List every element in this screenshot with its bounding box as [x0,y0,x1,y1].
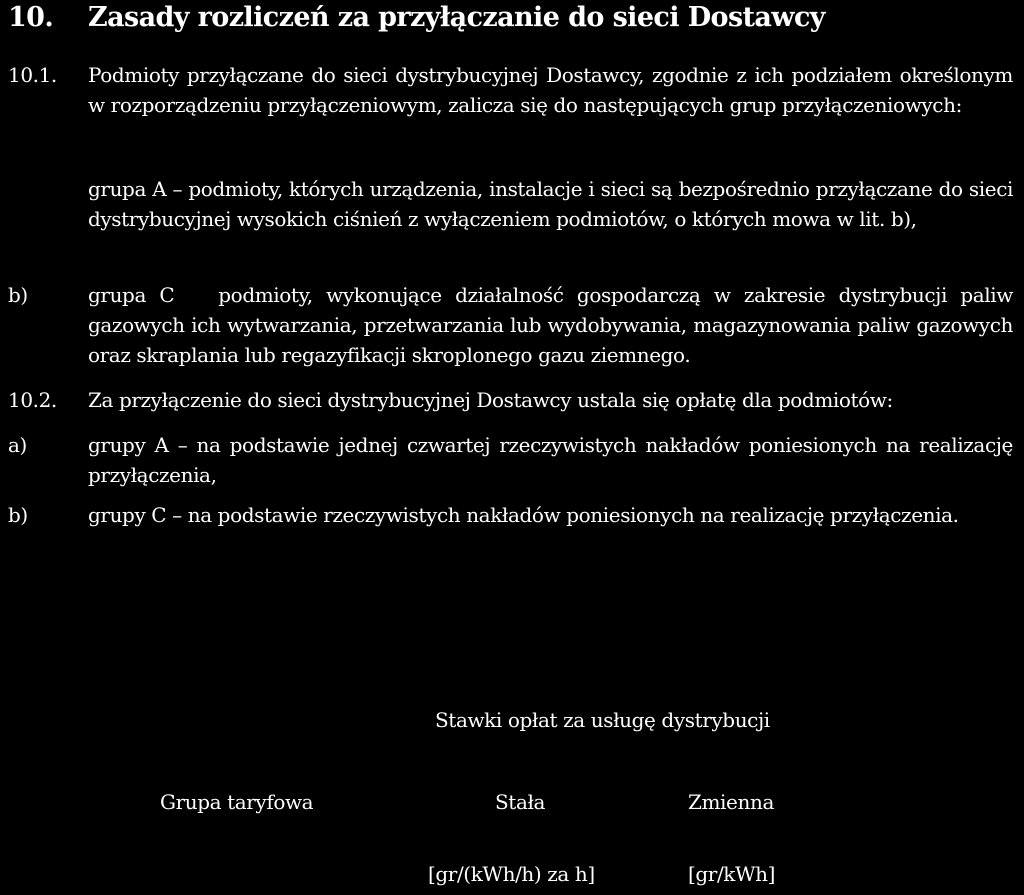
paragraph-10-1 [8,60,1013,120]
group-c-name: grupa C [88,283,175,307]
column-header-group: Grupa taryfowa [160,790,314,814]
fee-item-b-text: grupy C – na podstawie rzeczywistych nakładów poniesionych na realizację przyłączenia. [88,503,959,527]
unit-variable: [gr/kWh] [688,862,776,886]
group-c-text: podmioty, wykonujące działalność gospodarczą w zakresie dystrybucji paliw gazowych ich wytwarzania, przetwarzania lub wydobywania, magazynowania paliw gazowych oraz skraplania lub regazyfikacji skroplonego gazu ziemnego. [88,283,1013,367]
list-label: b) [8,503,28,527]
unit-fixed: [gr/(kWh/h) za h] [428,862,595,886]
fee-item-a-text: grupy A – na podstawie jednej czwartej rzeczywistych nakładów poniesionych na realizację przyłączenia, [88,433,1013,487]
paragraph-number: 10.1. [8,63,57,87]
paragraph-number: 10.2. [8,388,57,412]
paragraph-10-2 [8,385,1013,415]
table-caption: Stawki opłat za usługę dystrybucji [435,708,770,732]
paragraph-text: Podmioty przyłączane do sieci dystrybucyjnej Dostawcy, zgodnie z ich podziałem określonym w rozporządzeniu przyłączeniowym, zalicza się do następujących grup przyłączeniowych: [88,63,1013,117]
group-a-item [88,174,1013,234]
list-label: a) [8,433,27,457]
paragraph-text: Za przyłączenie do sieci dystrybucyjnej Dostawcy ustala się opłatę dla podmiotów: [88,388,893,412]
group-c-item [8,280,1013,370]
section-number: 10. [8,2,54,33]
group-a-text: grupa A – podmioty, których urządzenia, instalacje i sieci są bezpośrednio przyłączane do sieci dystrybucyjnej wysokich ciśnień z wyłączeniem podmiotów, o których mowa w lit. b), [88,177,1013,231]
list-label: b) [8,283,28,307]
section-title: Zasady rozliczeń za przyłączanie do sieci Dostawcy [88,2,825,33]
fee-item-b [8,500,1013,530]
fee-item-a [8,430,1013,490]
column-header-variable: Zmienna [688,790,774,814]
section-heading [8,2,825,33]
column-header-fixed: Stała [495,790,546,814]
